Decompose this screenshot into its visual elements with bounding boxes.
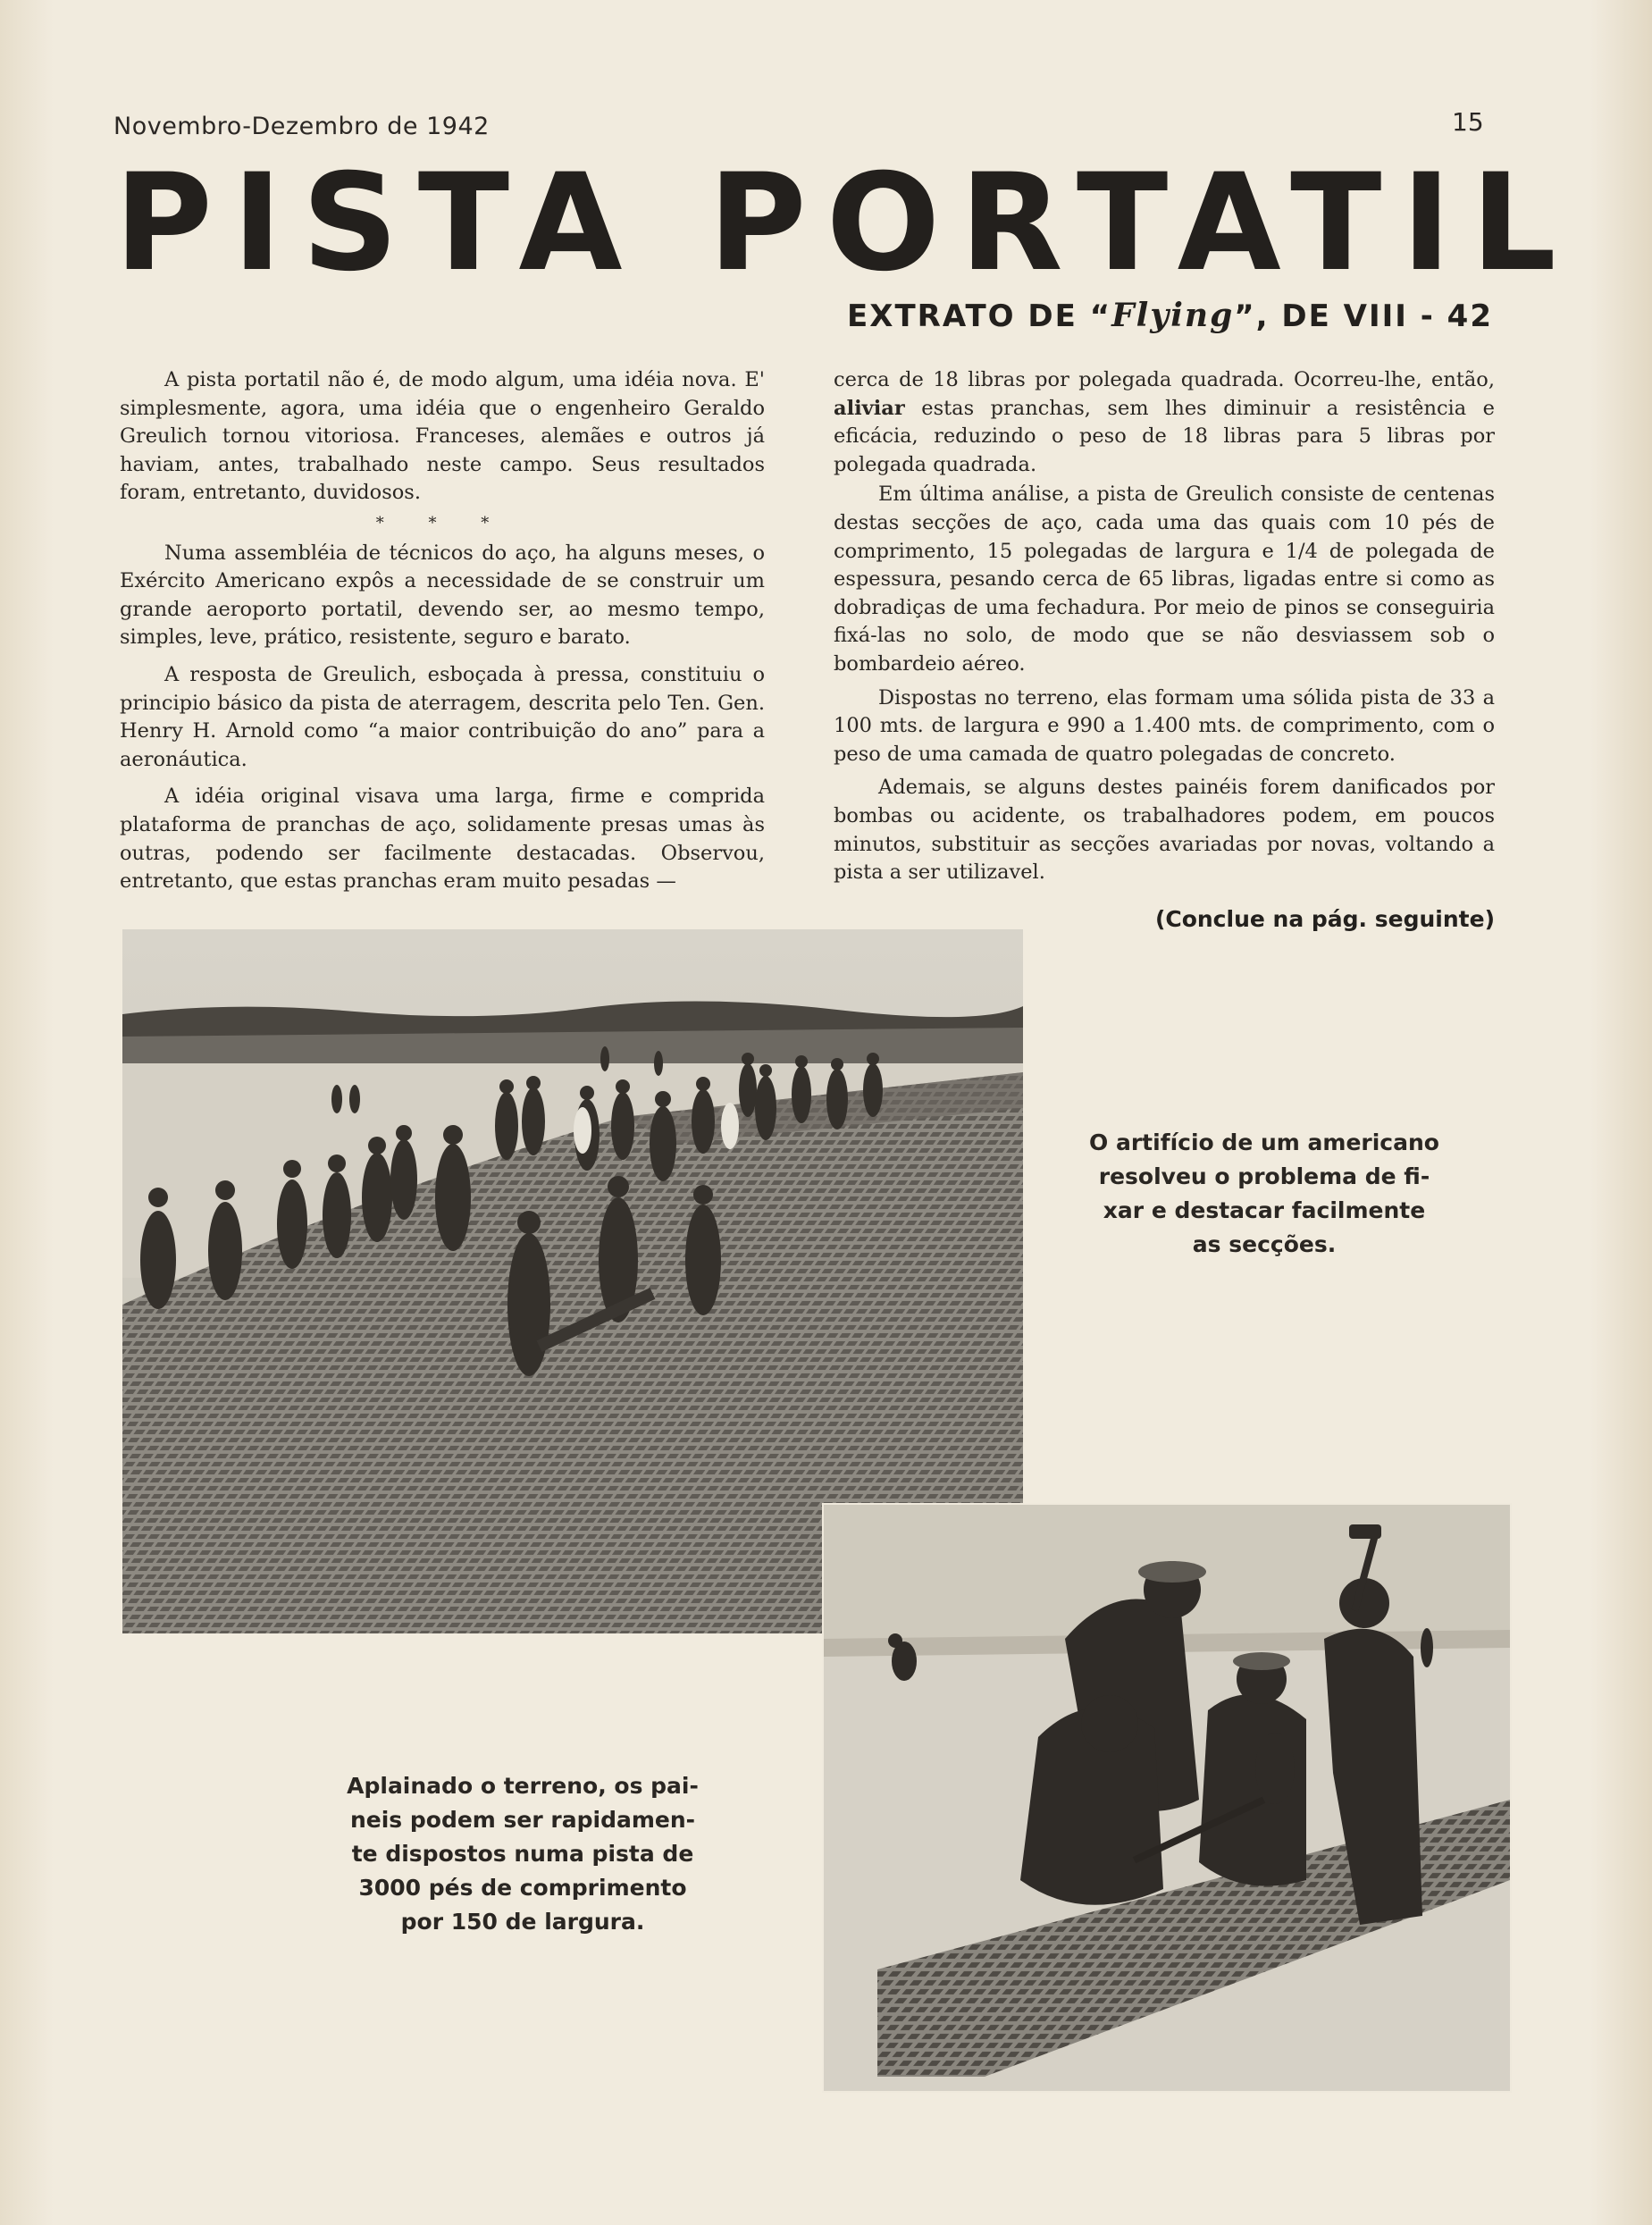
paragraph: A resposta de Greulich, esboçada à pressa, constituiu o principio básico da pista de aterragem, descrita pelo Ten. Gen. Henry H. Arnold como “a maior contribuição do ano” para a aeronáutica. xyxy=(120,662,765,771)
paragraph: A pista portatil não é, de modo algum, uma idéia nova. E' simplesmente, agora, uma idéia que o engenheiro Geraldo Greulich tornou vitoriosa. Franceses, alemães e outros já haviam, antes, trabalhado neste campo. Seus resultados foram, entretanto, duvidosos. xyxy=(120,368,765,505)
photo-workers-fixing-sections xyxy=(822,1503,1512,2093)
source-suffix: ”, DE VIII - 42 xyxy=(1234,298,1493,334)
page-number: 15 xyxy=(1452,107,1484,137)
issue-date: Novembro-Dezembro de 1942 xyxy=(113,113,490,140)
source-prefix: EXTRATO DE “ xyxy=(847,298,1112,334)
paragraph-text: estas pranchas, sem lhes diminuir a resistência e eficácia, reduzindo o peso de 18 libras para 5 libras por polegada quadrada. xyxy=(834,396,1495,476)
article-column-right xyxy=(834,366,1495,887)
photo-caption: Aplainado o terreno, os pai- neis podem ser rapidamen- te dispostos numa pista de 3000 pés de comprimento por 150 de largura. xyxy=(347,1773,699,1935)
article-source xyxy=(847,297,1493,334)
paragraph-text: cerca de 18 libras por polegada quadrada. Ocorreu-lhe, então, xyxy=(834,368,1495,391)
paragraph: Em última análise, a pista de Greulich consiste de centenas destas secções de aço, cada uma das quais com 10 pés de comprimento, 15 polegadas de largura e 1/4 de polegada de espessura, pesando cerca de 65 libras, ligadas entre si como as dobradiças de uma fechadura. Por meio de pinos se conseguiria fixá-las no solo, de modo que se não desviassem sob o bombardeio aéreo. xyxy=(834,483,1495,676)
paragraph: Ademais, se alguns destes painéis forem danificados por bombas ou acidente, os trabalhadores podem, em poucos minutos, substituir as secções avariadas por novas, voltando a pista a ser utilizavel. xyxy=(834,776,1495,885)
source-magazine: Flying xyxy=(1111,297,1235,334)
photo-caption: O artifício de um americano resolveu o problema de fi- xar e destacar facilmente as secções. xyxy=(1089,1129,1439,1257)
article-column-left xyxy=(120,366,765,896)
paragraph xyxy=(834,366,1495,479)
emphasis-word: aliviar xyxy=(834,396,905,420)
paragraph: Numa assembléia de técnicos do aço, ha alguns meses, o Exército Americano expôs a necessidade de se construir um grande aeroporto portatil, devendo ser, ao mesmo tempo, simples, leve, prático, resistente, seguro e barato. xyxy=(120,541,765,650)
paragraph: Dispostas no terreno, elas formam uma sólida pista de 33 a 100 mts. de largura e 990 a 1.400 mts. de comprimento, com o peso de uma camada de quatro polegadas de concreto. xyxy=(834,685,1495,766)
paragraph: A idéia original visava uma larga, firme e comprida plataforma de pranchas de aço, solidamente presas umas às outras, podendo ser facilmente destacadas. Observou, entretanto, que estas pranchas eram muito pesadas — xyxy=(120,785,765,894)
section-separator: * * * xyxy=(375,513,509,533)
article-title: PISTA PORTATIL xyxy=(114,146,1576,301)
photo-workers-fixing-sections-illustration xyxy=(824,1505,1510,2091)
continued-note: (Conclue na pág. seguinte) xyxy=(1154,906,1495,932)
